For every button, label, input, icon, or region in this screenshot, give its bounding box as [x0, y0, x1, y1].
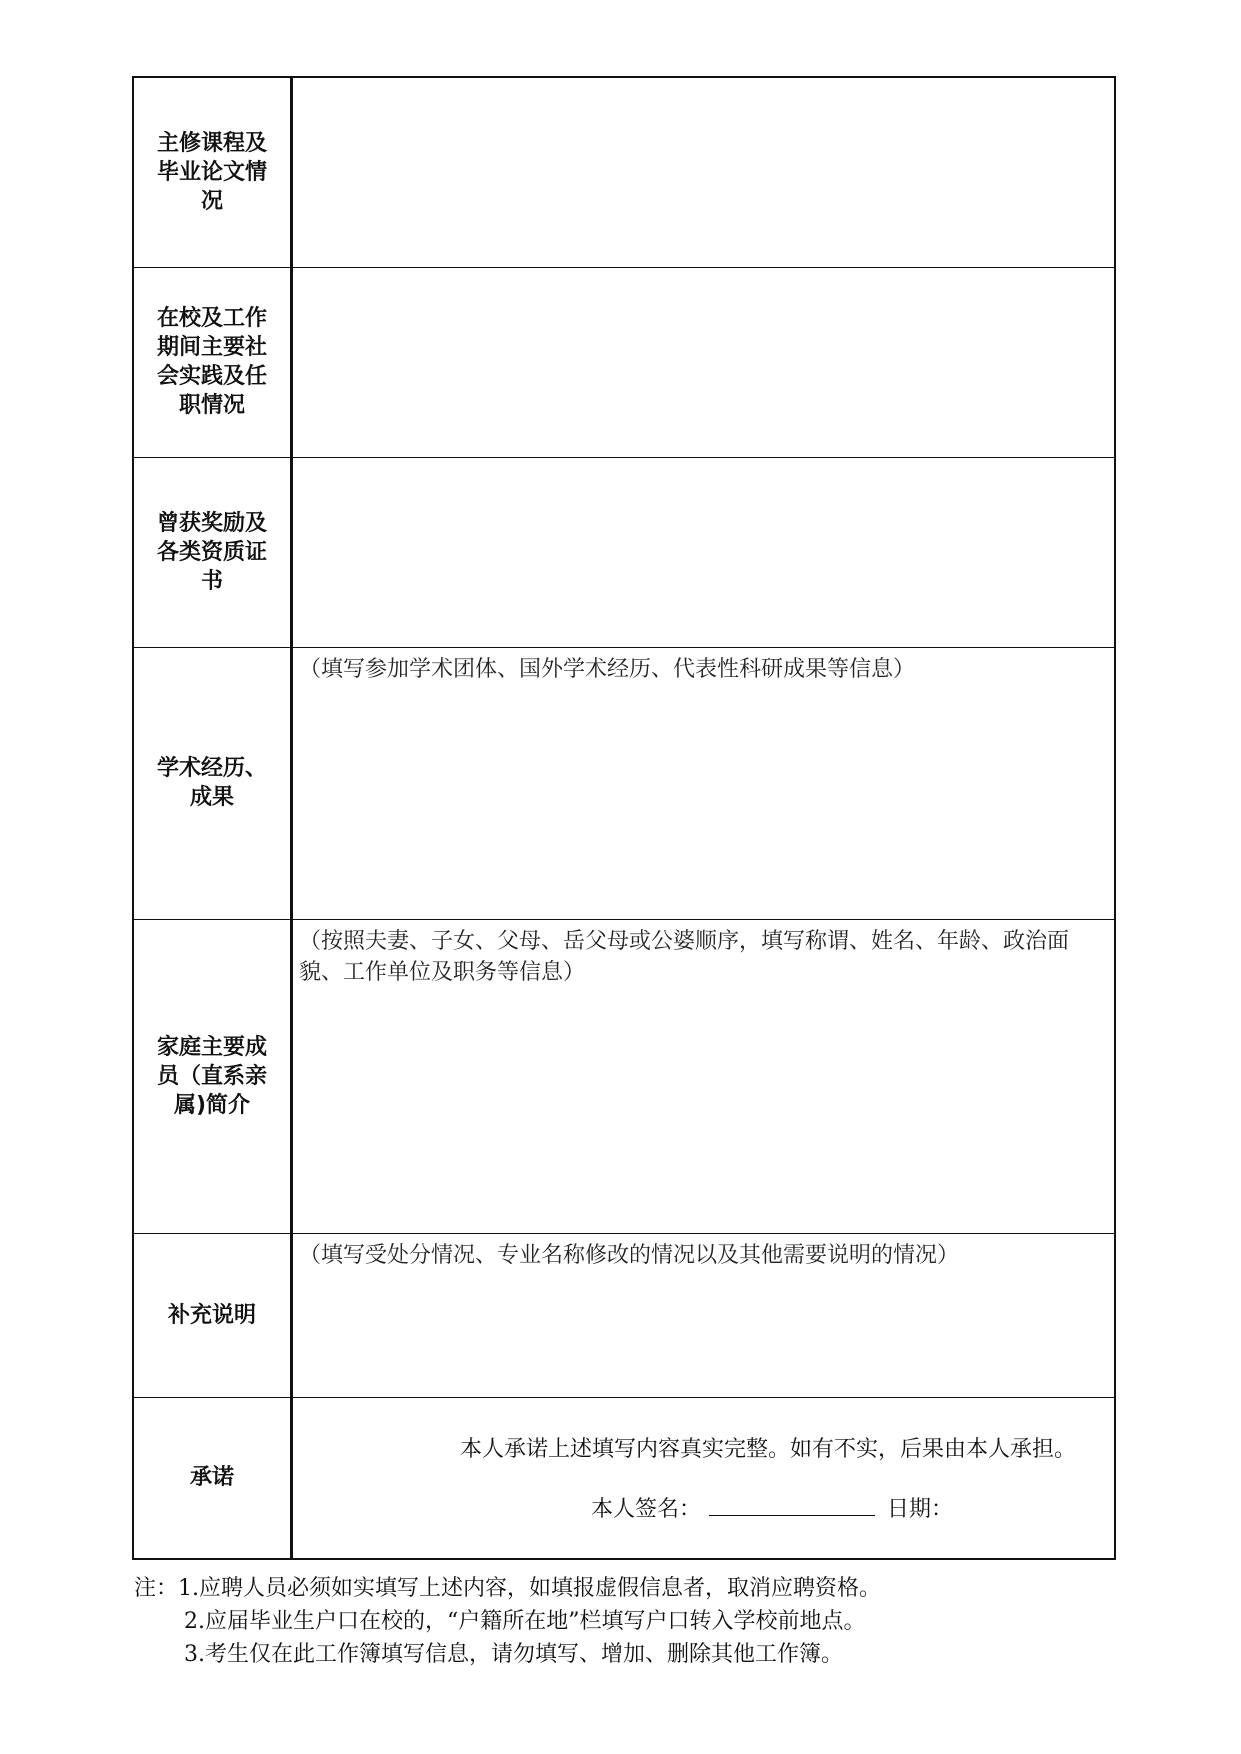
signature-row	[293, 1491, 1114, 1525]
hint-supplement: （填写受处分情况、专业名称修改的情况以及其他需要说明的情况）	[299, 1242, 960, 1268]
row-academic	[133, 647, 1115, 919]
field-family[interactable]	[292, 919, 1116, 1233]
field-awards[interactable]	[292, 457, 1116, 647]
label-academic-text: 学术经历、成果	[156, 756, 267, 810]
row-courses	[133, 77, 1115, 267]
row-social-practice	[133, 267, 1115, 457]
label-social-practice-text: 在校及工作期间主要社会实践及任职情况	[156, 306, 267, 418]
label-courses-text: 主修课程及毕业论文情况	[156, 130, 267, 214]
application-form-table	[132, 76, 1116, 1560]
row-promise	[133, 1397, 1115, 1559]
label-promise	[133, 1397, 292, 1559]
hint-academic: （填写参加学术团体、国外学术经历、代表性科研成果等信息）	[299, 656, 916, 682]
label-family	[133, 919, 292, 1233]
promise-statement: 本人承诺上述填写内容真实完整。如有不实，后果由本人承担。	[459, 1437, 1076, 1463]
notes-section	[134, 1572, 881, 1671]
label-family-text: 家庭主要成员（直系亲属)简介	[156, 1034, 267, 1118]
row-supplement	[133, 1233, 1115, 1397]
date-label: 日期：	[887, 1497, 954, 1523]
notes-prefix: 注：	[134, 1576, 179, 1601]
field-courses[interactable]	[292, 77, 1116, 267]
field-academic[interactable]	[292, 647, 1116, 919]
signature-label: 本人签名：	[591, 1497, 702, 1523]
field-supplement[interactable]	[292, 1233, 1116, 1397]
label-awards	[133, 457, 292, 647]
label-courses	[133, 77, 292, 267]
label-social-practice	[133, 267, 292, 457]
label-supplement	[133, 1233, 292, 1397]
label-awards-text: 曾获奖励及各类资质证书	[156, 510, 267, 594]
label-promise-text: 承诺	[189, 1465, 234, 1491]
row-family	[133, 919, 1115, 1233]
signature-field[interactable]	[709, 1491, 875, 1516]
row-awards	[133, 457, 1115, 647]
hint-family: （按照夫妻、子女、父母、岳父母或公婆顺序，填写称谓、姓名、年龄、政治面貌、工作单位及职务等信息）	[299, 928, 1070, 985]
note-item-3: 3.考生仅在此工作簿填写信息，请勿填写、增加、删除其他工作簿。	[184, 1642, 843, 1667]
field-social-practice[interactable]	[292, 267, 1116, 457]
label-academic	[133, 647, 292, 919]
note-item-2: 2.应届毕业生户口在校的，“户籍所在地”栏填写户口转入学校前地点。	[184, 1609, 866, 1634]
note-text-1: 1.应聘人员必须如实填写上述内容，如填报虚假信息者，取消应聘资格。	[178, 1576, 882, 1601]
note-item-1	[134, 1572, 881, 1605]
field-promise	[292, 1397, 1116, 1559]
label-supplement-text: 补充说明	[167, 1302, 256, 1328]
